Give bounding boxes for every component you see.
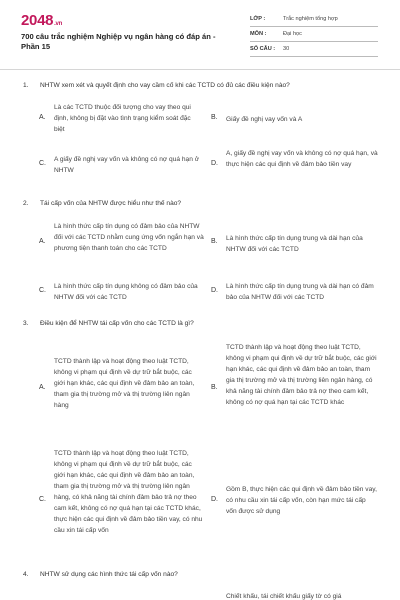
meta-value: Đại học [283,31,302,37]
option-letter-c: C. [39,287,46,294]
option-b[interactable]: TCTD thành lập và hoạt động theo luật TCTD, không vi phạm qui định về dự trữ bắt buộc, các giới hạn khác, các qui định về đảm bảo an toàn, tham gia thị trường mở và thị trường liên ngân hàng, có khả năng tài chính đảm bảo trả nợ theo cam kết, không có nợ quá hạn tại các TCTD khác [226,344,377,406]
option-letter-b: B. [211,384,218,391]
question-number: 4. [23,571,29,578]
question-number: 1. [23,82,29,89]
question-text: NHTW xem xét và quyết định cho vay cầm cố khi các TCTD có đủ các điều kiện nào? [40,82,290,89]
logo-extension: .vn [54,21,62,27]
logo-text: 2048 [21,12,54,29]
option-letter-d: D. [211,287,218,294]
option-letter-d: D. [211,160,218,167]
meta-key: MÔN : [250,31,267,37]
header-divider [0,69,400,70]
option-b[interactable]: Chiết khấu, tái chiết khấu giấy tờ có giá [226,593,342,600]
option-letter-a: A. [39,114,46,121]
page-header [0,0,400,70]
meta-row-count [250,42,378,57]
option-b[interactable]: Giấy đề nghị vay vốn và A [226,116,303,123]
option-letter-a: A. [39,384,46,391]
question-text: NHTW sử dụng các hình thức tái cấp vốn nào? [40,571,178,578]
option-letter-d: D. [211,496,218,503]
option-letter-c: C. [39,160,46,167]
option-letter-c: C. [39,496,46,503]
meta-value: Trắc nghiệm tổng hợp [283,16,338,22]
option-c[interactable]: Là hình thức cấp tín dụng không có đảm bảo của NHTW đối với các TCTD [54,283,198,301]
option-a[interactable]: Là hình thức cấp tín dụng có đảm bảo của NHTW đối với các TCTD nhằm cung ứng vốn ngắn hạn và phương tiện thanh toán cho các TCTD [54,223,204,252]
option-b[interactable]: Là hình thức cấp tín dụng trung và dài hạn của NHTW đối với các TCTD [226,235,363,253]
question-number: 3. [23,320,29,327]
question-stem [23,82,290,89]
question-number: 2. [23,200,29,207]
site-logo[interactable] [21,12,62,29]
option-d[interactable]: Là hình thức cấp tín dụng trung và dài hạn có đảm bảo của NHTW đối với các TCTD [226,283,374,301]
option-a[interactable]: Là các TCTD thuộc đối tượng cho vay theo qui định, không bị đặt vào tình trạng kiểm soát đặc biệt [54,104,191,133]
option-c[interactable]: TCTD thành lập và hoạt động theo luật TCTD, không vi phạm qui định về dự trữ bắt buộc, các giới hạn khác, các qui định về đảm bảo an toàn, tham gia thị trường mở và thị trường liên ngân hàng, có khả năng tài chính đảm bảo trả nợ theo cam kết, không có nợ quá hạn tại các TCTD khác, thực hiện các qui định về đảm bảo tiền vay, có nhu cầu xin tái cấp vốn [54,450,203,534]
meta-key: SỐ CÂU : [250,46,276,52]
question-stem [23,200,181,207]
option-letter-a: A. [39,238,46,245]
option-c[interactable]: A giấy đề nghị vay vốn và không có nợ quá hạn ở NHTW [54,156,200,174]
option-d[interactable]: A, giấy đề nghị vay vốn và không có nợ quá hạn, và thực hiện các qui định về đảm bảo tiền vay [226,150,378,168]
meta-row-class [250,12,378,27]
option-letter-b: B. [211,114,218,121]
question-text: Tái cấp vốn của NHTW được hiểu như thế nào? [40,200,182,207]
option-a[interactable]: TCTD thành lập và hoạt động theo luật TCTD, không vi phạm qui định về dự trữ bắt buộc, các giới hạn khác, các qui định về đảm bảo an toàn, tham gia thị trường mở và thị trường liên ngân hàng [54,358,195,409]
meta-value: 30 [283,46,290,52]
document-title: 700 câu trắc nghiệm Nghiệp vụ ngân hàng có đáp án - Phần 15 [21,32,216,51]
option-letter-b: B. [211,238,218,245]
meta-row-subject [250,27,378,42]
question-text: Điều kiện để NHTW tái cấp vốn cho các TCTD là gì? [40,320,194,327]
document-meta [250,12,378,57]
question-stem [23,571,178,578]
option-d[interactable]: Gồm B, thực hiện các qui định về đảm bảo tiền vay, có nhu cầu xin tái cấp vốn, còn hạn mức tái cấp vốn được sử dụng [226,486,377,515]
question-stem [23,320,194,327]
meta-key: LỚP : [250,16,266,22]
